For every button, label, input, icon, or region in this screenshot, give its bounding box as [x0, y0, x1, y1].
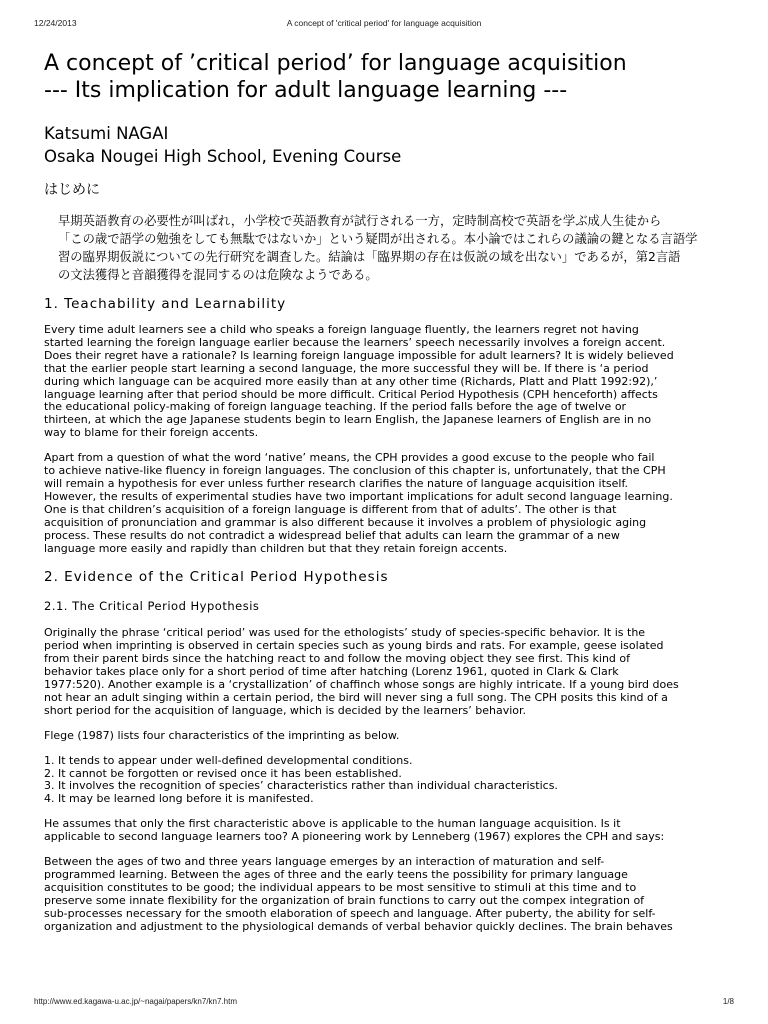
print-date: 12/24/2013 [34, 18, 77, 28]
text-line: short period for the acquisition of language, which is decided by the learners’ behavior. [44, 703, 527, 717]
text-line: preserve some innate flexibility for the organization of brain functions to carry out the compex integration of [44, 893, 645, 907]
section-2-paragraph-1 [44, 627, 724, 717]
text-line: behavior takes place only for a short period of time after hatching (Lorenz 1961, quoted in Clark & Clark [44, 665, 619, 679]
text-line: not hear an adult singing within a certain period, the bird will never sing a full song. The CPH posits this kind of a [44, 690, 668, 704]
text-line: language more easily and rapidly than children but that they retain foreign accents. [44, 541, 508, 555]
list-item: 3. It involves the recognition of species’ characteristics rather than individual characteristics. [44, 779, 558, 793]
abstract-line: 早期英語教育の必要性が叫ばれ，小学校で英語教育が試行される一方，定時制高校で英語を学ぶ成人生徒から [58, 214, 662, 228]
text-line: will remain a hypothesis for ever unless further research clarifies the nature of language acquisition itself. [44, 476, 629, 490]
print-footer [34, 997, 734, 1009]
page-number: 1/8 [722, 997, 734, 1006]
abstract-line: の文法獲得と音韻獲得を混同するのは危険なようである。 [58, 268, 378, 282]
title-line-2: --- Its implication for adult language learning --- [44, 78, 568, 103]
text-line: acquisition of pronunciation and grammar is also different because it involves a problem of physiologic aging [44, 515, 647, 529]
list-item: 4. It may be learned long before it is manifested. [44, 792, 314, 806]
text-line: language learning after that period should be more difficult. Critical Period Hypothesis (CPH henceforth) affects [44, 387, 658, 401]
list-item: 1. It tends to appear under well-defined developmental conditions. [44, 753, 413, 767]
author-affiliation: Osaka Nougei High School, Evening Course [44, 147, 402, 166]
text-line: Apart from a question of what the word ‘native’ means, the CPH provides a good excuse to the people who fail [44, 451, 655, 465]
article-body [44, 50, 724, 946]
section-2-quote [44, 856, 724, 933]
text-line: Flege (1987) lists four characteristics of the imprinting as below. [44, 728, 400, 742]
abstract-line: 「この歳で語学の勉強をしても無駄ではないか」という疑問が出される。本小論ではこれらの議論の鍵となる言語学 [58, 232, 698, 246]
text-line: during which language can be acquired more easily than at any other time (Richards, Platt and Platt 1992:92),’ [44, 374, 658, 388]
text-line: way to blame for their foreign accents. [44, 426, 259, 440]
text-line: He assumes that only the first characteristic above is applicable to the human language acquisition. Is it [44, 817, 621, 831]
section-2-heading: 2. Evidence of the Critical Period Hypothesis [44, 569, 389, 586]
title-line-1: A concept of ’critical period’ for language acquisition [44, 51, 627, 76]
section-2-1-heading: 2.1. The Critical Period Hypothesis [44, 599, 260, 614]
text-line: from their parent birds since the hatching react to and follow the moving object they see first. This kind of [44, 652, 631, 666]
text-line: organization and adjustment to the physiological demands of verbal behavior quickly declines. The brain behaves [44, 919, 673, 933]
abstract-line: 習の臨界期仮説についての先行研究を調査した。結論は「臨界期の存在は仮説の域を出ない」であるが，第2言語 [58, 250, 681, 264]
text-line: sub-processes necessary for the smooth elaboration of speech and language. After puberty, the ability for self- [44, 906, 656, 920]
text-line: Between the ages of two and three years language emerges by an interaction of maturation and self- [44, 855, 605, 869]
text-line: Originally the phrase ‘critical period’ was used for the ethologists’ study of species-specific behavior. It is the [44, 626, 646, 640]
section-1-paragraph-2 [44, 452, 724, 555]
text-line: programmed learning. Between the ages of three and the early teens the possibility for primary language [44, 868, 628, 881]
japanese-abstract [44, 212, 724, 284]
imprinting-characteristics-list [44, 755, 724, 807]
text-line: Does their regret have a rationale? Is learning foreign language impossible for adult learners? It is widely believed [44, 348, 674, 362]
section-2-paragraph-2 [44, 730, 724, 743]
text-line: period when imprinting is observed in certain species such as young birds and rats. For example, geese isolated [44, 639, 664, 653]
list-item: 2. It cannot be forgotten or revised once it has been established. [44, 766, 402, 780]
text-line: that the earlier people start learning a second language, the more successful they will be. If there is ‘a period [44, 361, 649, 375]
article-title [44, 50, 724, 104]
section-1-paragraph-1 [44, 324, 724, 440]
text-line: process. These results do not contradict a widespread belief that adults can learn the grammar of a new [44, 528, 620, 542]
text-line: started learning the foreign language earlier because the learners’ speech necessarily involves a foreign accent. [44, 335, 666, 349]
text-line: 1977:520). Another example is a ‘crystallization’ of chaffinch whose songs are highly intricate. If a young bird does [44, 678, 679, 692]
text-line: However, the results of experimental studies have two important implications for adult second language learning. [44, 489, 673, 503]
author-block [44, 122, 724, 168]
text-line: acquisition constitutes to be good; the individual appears to be most sensitive to stimuli at this time and to [44, 880, 637, 894]
text-line: One is that children’s acquisition of a foreign language is different from that of adults’. The other is that [44, 502, 617, 516]
section-2-paragraph-3 [44, 818, 724, 844]
text-line: to achieve native-like fluency in foreign languages. The conclusion of this chapter is, unfortunately, that the CPH [44, 464, 666, 478]
intro-heading: はじめに [44, 182, 100, 198]
author-name: Katsumi NAGAI [44, 124, 169, 143]
text-line: applicable to second language learners too? A pioneering work by Lenneberg (1967) explores the CPH and says: [44, 830, 665, 844]
print-url: http://www.ed.kagawa-u.ac.jp/~nagai/papers/kn7/kn7.htm [34, 997, 238, 1006]
print-doc-title: A concept of 'critical period' for language acquisition [286, 18, 482, 28]
text-line: thirteen, at which the age Japanese students begin to learn English, the Japanese learners of English are in no [44, 413, 652, 427]
text-line: the educational policy-making of foreign language teaching. If the period falls before the age of twelve or [44, 400, 627, 414]
text-line: Every time adult learners see a child who speaks a foreign language fluently, the learners regret not having [44, 323, 639, 336]
print-header [34, 18, 734, 30]
section-1-heading: 1. Teachability and Learnability [44, 296, 287, 312]
